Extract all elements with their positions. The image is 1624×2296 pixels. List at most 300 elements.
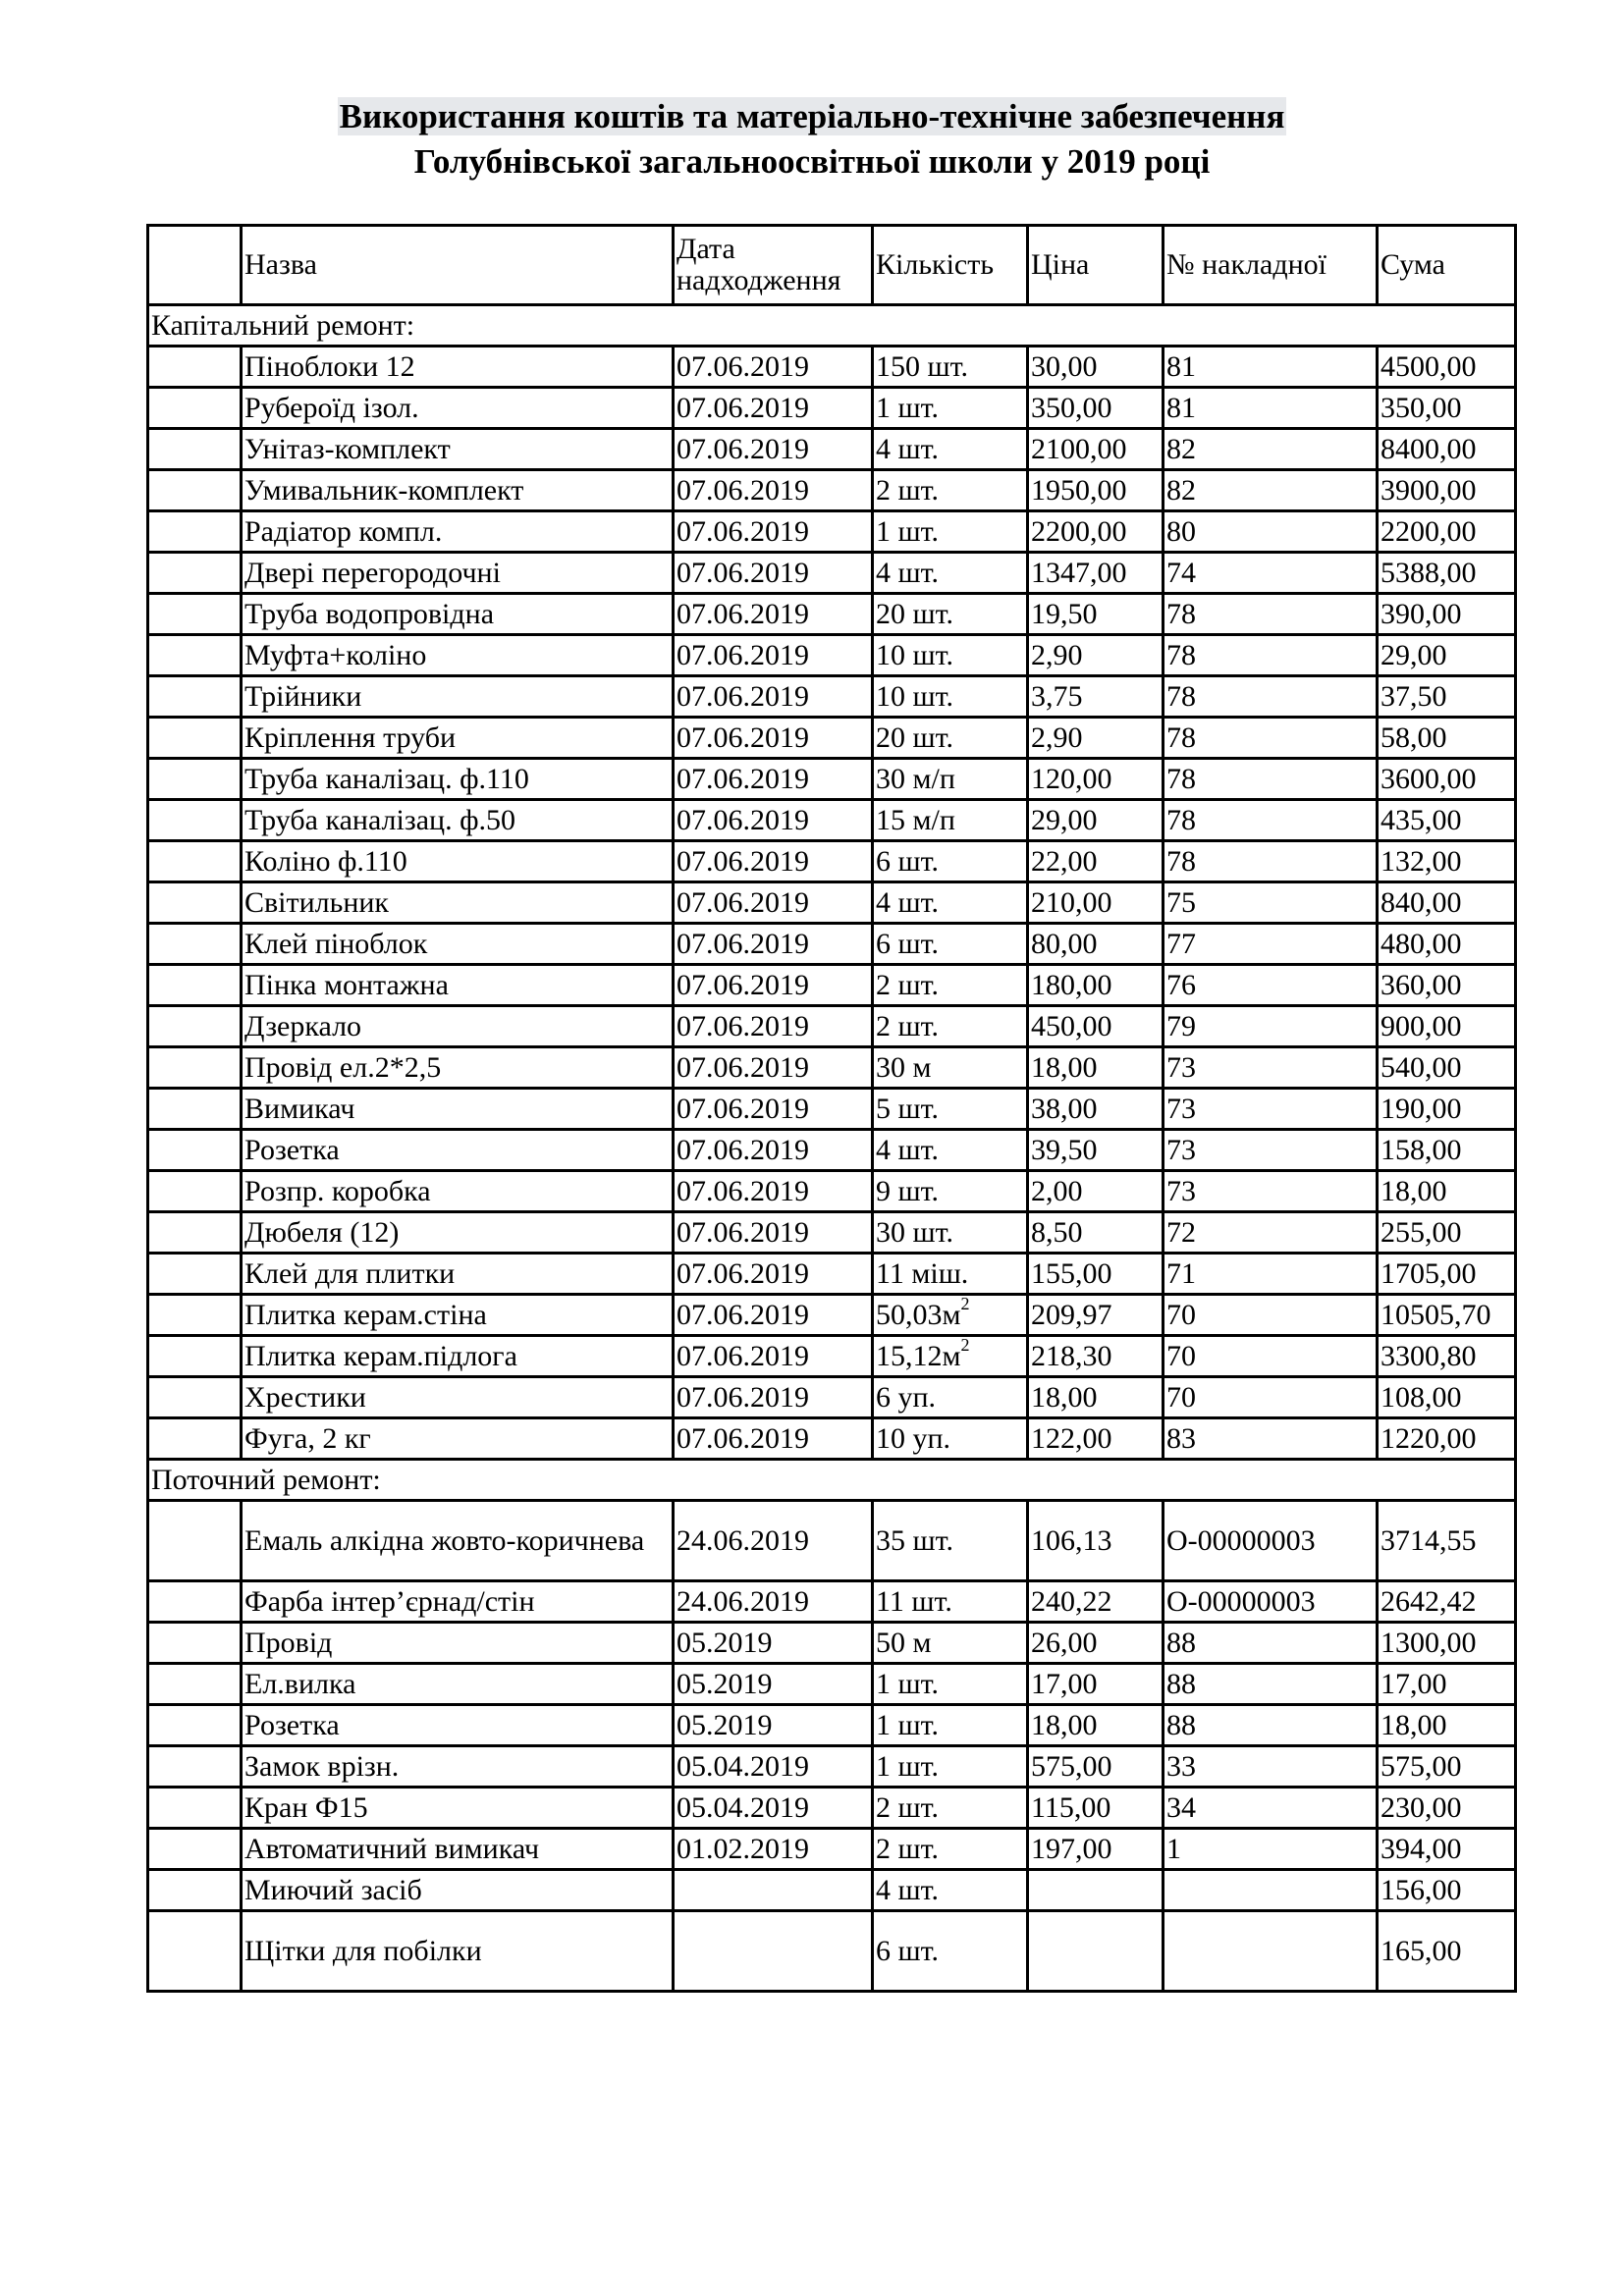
cell-invoice-number (1164, 635, 1378, 676)
cell-quantity (873, 1664, 1028, 1705)
cell-sum-text: 18,00 (1380, 1708, 1447, 1741)
cell-price (1028, 1501, 1164, 1581)
cell-price (1028, 1581, 1164, 1623)
table-header-row (148, 226, 1516, 305)
row-blank-cell (148, 635, 242, 676)
cell-price (1028, 1664, 1164, 1705)
table-row (148, 635, 1516, 676)
cell-quantity-text: 30 м/п (876, 762, 955, 795)
cell-price (1028, 718, 1164, 759)
cell-date-text: 07.06.2019 (677, 1298, 809, 1331)
cell-date-text: 07.06.2019 (677, 679, 809, 713)
cell-price-text: 122,00 (1031, 1421, 1112, 1455)
cell-invoice-number (1164, 1006, 1378, 1047)
cell-quantity-text: 50,03м (876, 1298, 961, 1331)
row-blank-cell (148, 388, 242, 429)
cell-price (1028, 388, 1164, 429)
cell-price (1028, 1418, 1164, 1460)
cell-price-text: 2,00 (1031, 1174, 1083, 1207)
row-blank-cell (148, 553, 242, 594)
cell-quantity-text: 4 шт. (876, 885, 939, 919)
cell-invoice-number (1164, 1788, 1378, 1829)
cell-quantity (873, 1171, 1028, 1212)
header-sum: Сума (1378, 226, 1516, 305)
section-row (148, 1460, 1516, 1501)
cell-name-text: Фуга, 2 кг (244, 1421, 371, 1455)
cell-sum-text: 3900,00 (1380, 473, 1477, 507)
cell-date (674, 882, 873, 924)
table-row (148, 594, 1516, 635)
table-row (148, 1788, 1516, 1829)
header-date: Дата надходження (674, 226, 873, 305)
cell-quantity (873, 1829, 1028, 1870)
cell-invoice-number-text: 88 (1166, 1667, 1196, 1700)
cell-sum (1378, 718, 1516, 759)
cell-price-text: 1347,00 (1031, 556, 1127, 589)
cell-price-text: 240,22 (1031, 1584, 1112, 1618)
cell-name-text: Муфта+коліно (244, 638, 427, 671)
cell-quantity (873, 676, 1028, 718)
cell-price-text: 115,00 (1031, 1790, 1111, 1824)
cell-date-text: 07.06.2019 (677, 1421, 809, 1455)
cell-quantity-text: 2 шт. (876, 1009, 939, 1042)
cell-price (1028, 1377, 1164, 1418)
cell-invoice-number (1164, 1212, 1378, 1254)
table-row (148, 553, 1516, 594)
table-row (148, 800, 1516, 841)
cell-date-text: 07.06.2019 (677, 803, 809, 836)
cell-date-text: 07.06.2019 (677, 927, 809, 960)
cell-name-text: Труба каналізац. ф.110 (244, 762, 529, 795)
cell-sum (1378, 1829, 1516, 1870)
cell-quantity-text: 2 шт. (876, 1832, 939, 1865)
cell-invoice-number-text: 78 (1166, 844, 1196, 878)
cell-quantity-text: 6 уп. (876, 1380, 937, 1414)
row-blank-cell (148, 965, 242, 1006)
cell-name (242, 388, 674, 429)
table-row (148, 1212, 1516, 1254)
cell-name-text: Розетка (244, 1133, 340, 1166)
cell-price (1028, 1089, 1164, 1130)
cell-name-text: Вимикач (244, 1092, 355, 1125)
cell-sum (1378, 1746, 1516, 1788)
cell-date-text: 07.06.2019 (677, 1174, 809, 1207)
cell-invoice-number (1164, 511, 1378, 553)
cell-sum-text: 10505,70 (1380, 1298, 1491, 1331)
cell-invoice-number-text: 74 (1166, 556, 1196, 589)
cell-date (674, 1418, 873, 1460)
cell-price (1028, 1746, 1164, 1788)
cell-date (674, 1829, 873, 1870)
cell-quantity-text: 30 шт. (876, 1215, 953, 1249)
cell-name-text: Провід (244, 1626, 333, 1659)
cell-price-text: 22,00 (1031, 844, 1098, 878)
cell-sum-text: 2642,42 (1380, 1584, 1477, 1618)
cell-name-text: Унітаз-комплект (244, 432, 451, 465)
table-row (148, 1870, 1516, 1911)
cell-invoice-number-text: 81 (1166, 391, 1196, 424)
cell-invoice-number (1164, 841, 1378, 882)
cell-name (242, 1870, 674, 1911)
cell-quantity (873, 1254, 1028, 1295)
row-blank-cell (148, 800, 242, 841)
cell-quantity-text: 20 шт. (876, 597, 953, 630)
cell-invoice-number-text: 72 (1166, 1215, 1196, 1249)
cell-quantity-text: 2 шт. (876, 473, 939, 507)
cell-name-text: Пінка монтажна (244, 968, 449, 1001)
cell-sum (1378, 1006, 1516, 1047)
row-blank-cell (148, 1130, 242, 1171)
cell-invoice-number (1164, 882, 1378, 924)
cell-date-text: 05.04.2019 (677, 1790, 809, 1824)
cell-name-text: Клей піноблок (244, 927, 428, 960)
row-blank-cell (148, 511, 242, 553)
row-blank-cell (148, 1171, 242, 1212)
cell-sum-text: 480,00 (1380, 927, 1462, 960)
row-blank-cell (148, 676, 242, 718)
cell-name (242, 759, 674, 800)
cell-quantity-text: 10 уп. (876, 1421, 951, 1455)
cell-name (242, 1377, 674, 1418)
cell-invoice-number (1164, 759, 1378, 800)
cell-name (242, 1501, 674, 1581)
cell-quantity (873, 1581, 1028, 1623)
cell-date-text: 05.04.2019 (677, 1749, 809, 1783)
cell-invoice-number (1164, 1911, 1378, 1992)
cell-invoice-number-text: 1 (1166, 1832, 1181, 1865)
cell-sum (1378, 1377, 1516, 1418)
cell-name (242, 1418, 674, 1460)
cell-sum-text: 360,00 (1380, 968, 1462, 1001)
cell-date (674, 1377, 873, 1418)
cell-sum (1378, 470, 1516, 511)
cell-price (1028, 553, 1164, 594)
cell-name-text: Провід ел.2*2,5 (244, 1050, 442, 1084)
cell-price-text: 1950,00 (1031, 473, 1127, 507)
document-title (0, 94, 1624, 185)
cell-invoice-number-text: 83 (1166, 1421, 1196, 1455)
cell-date-text: 07.06.2019 (677, 885, 809, 919)
cell-date-text: 07.06.2019 (677, 721, 809, 754)
cell-sum-text: 8400,00 (1380, 432, 1477, 465)
cell-date-text: 07.06.2019 (677, 762, 809, 795)
cell-quantity-text: 30 м (876, 1050, 932, 1084)
cell-name (242, 841, 674, 882)
cell-date (674, 718, 873, 759)
cell-invoice-number (1164, 1623, 1378, 1664)
cell-date (674, 1130, 873, 1171)
cell-date-text: 07.06.2019 (677, 473, 809, 507)
cell-name (242, 470, 674, 511)
row-blank-cell (148, 718, 242, 759)
cell-name (242, 1212, 674, 1254)
cell-date-text: 07.06.2019 (677, 597, 809, 630)
cell-price-text: 18,00 (1031, 1050, 1098, 1084)
cell-quantity (873, 1705, 1028, 1746)
cell-invoice-number (1164, 594, 1378, 635)
cell-quantity (873, 1418, 1028, 1460)
header-quantity: Кількість (873, 226, 1028, 305)
cell-sum-text: 390,00 (1380, 597, 1462, 630)
table-row (148, 718, 1516, 759)
cell-quantity-text: 20 шт. (876, 721, 953, 754)
row-blank-cell (148, 882, 242, 924)
row-blank-cell (148, 759, 242, 800)
cell-name (242, 1705, 674, 1746)
cell-sum-text: 108,00 (1380, 1380, 1462, 1414)
cell-quantity-text: 1 шт. (876, 1708, 939, 1741)
cell-sum (1378, 1418, 1516, 1460)
cell-price-text: 210,00 (1031, 885, 1112, 919)
cell-price-text: 29,00 (1031, 803, 1098, 836)
cell-name (242, 553, 674, 594)
cell-name (242, 1171, 674, 1212)
cell-quantity (873, 1623, 1028, 1664)
cell-name (242, 511, 674, 553)
cell-price (1028, 635, 1164, 676)
cell-sum-text: 132,00 (1380, 844, 1462, 878)
cell-date-text: 07.06.2019 (677, 1380, 809, 1414)
header-invoice-number: № накладної (1164, 226, 1378, 305)
cell-date (674, 1911, 873, 1992)
cell-price (1028, 1336, 1164, 1377)
cell-sum (1378, 1171, 1516, 1212)
table-row (148, 1746, 1516, 1788)
cell-price-text: 38,00 (1031, 1092, 1098, 1125)
cell-quantity-text: 4 шт. (876, 556, 939, 589)
table-row (148, 470, 1516, 511)
cell-invoice-number (1164, 388, 1378, 429)
cell-name-text: Миючий засіб (244, 1873, 422, 1906)
cell-name (242, 1829, 674, 1870)
cell-quantity (873, 388, 1028, 429)
cell-invoice-number-text: 82 (1166, 432, 1196, 465)
row-blank-cell (148, 347, 242, 388)
row-blank-cell (148, 1295, 242, 1336)
cell-invoice-number (1164, 1171, 1378, 1212)
cell-date (674, 553, 873, 594)
cell-invoice-number-text: 78 (1166, 679, 1196, 713)
cell-price (1028, 347, 1164, 388)
table-row (148, 347, 1516, 388)
cell-sum-text: 435,00 (1380, 803, 1462, 836)
cell-price-text: 2,90 (1031, 638, 1083, 671)
cell-sum (1378, 800, 1516, 841)
row-blank-cell (148, 1705, 242, 1746)
cell-name (242, 882, 674, 924)
cell-sum (1378, 1047, 1516, 1089)
cell-quantity (873, 1870, 1028, 1911)
cell-price-text: 26,00 (1031, 1626, 1098, 1659)
cell-sum (1378, 1254, 1516, 1295)
cell-invoice-number-text: 70 (1166, 1380, 1196, 1414)
title-line-2: Голубнівської загальноосвітньої школи у 2019 році (413, 142, 1211, 181)
quantity-unit-superscript: 2 (960, 1294, 970, 1313)
cell-price (1028, 1829, 1164, 1870)
table-row (148, 1664, 1516, 1705)
cell-quantity (873, 1212, 1028, 1254)
cell-quantity (873, 1130, 1028, 1171)
cell-name (242, 1581, 674, 1623)
cell-quantity (873, 800, 1028, 841)
cell-quantity-text: 4 шт. (876, 1133, 939, 1166)
cell-quantity (873, 470, 1028, 511)
row-blank-cell (148, 1501, 242, 1581)
row-blank-cell (148, 1254, 242, 1295)
cell-sum (1378, 1501, 1516, 1581)
table-row (148, 1336, 1516, 1377)
cell-sum (1378, 1664, 1516, 1705)
cell-quantity (873, 1788, 1028, 1829)
cell-price (1028, 1623, 1164, 1664)
cell-date (674, 924, 873, 965)
cell-price-text: 209,97 (1031, 1298, 1112, 1331)
table-row (148, 1829, 1516, 1870)
row-blank-cell (148, 1581, 242, 1623)
cell-price-text: 30,00 (1031, 349, 1098, 383)
row-blank-cell (148, 1829, 242, 1870)
cell-quantity (873, 594, 1028, 635)
cell-quantity-text: 2 шт. (876, 968, 939, 1001)
cell-name (242, 1336, 674, 1377)
cell-quantity (873, 1746, 1028, 1788)
cell-date-text: 24.06.2019 (677, 1523, 809, 1557)
cell-date (674, 470, 873, 511)
cell-sum (1378, 841, 1516, 882)
table-row (148, 1047, 1516, 1089)
cell-quantity-text: 5 шт. (876, 1092, 939, 1125)
cell-price (1028, 1870, 1164, 1911)
cell-date-text: 07.06.2019 (677, 968, 809, 1001)
cell-sum-text: 4500,00 (1380, 349, 1477, 383)
cell-date-text: 07.06.2019 (677, 1050, 809, 1084)
cell-name (242, 1746, 674, 1788)
cell-price (1028, 841, 1164, 882)
cell-sum (1378, 594, 1516, 635)
cell-date (674, 511, 873, 553)
cell-quantity-text: 35 шт. (876, 1523, 953, 1557)
cell-quantity (873, 1006, 1028, 1047)
cell-sum (1378, 347, 1516, 388)
row-blank-cell (148, 1047, 242, 1089)
row-blank-cell (148, 594, 242, 635)
cell-name-text: Емаль алкідна жовто-коричнева (244, 1523, 645, 1557)
cell-sum (1378, 429, 1516, 470)
cell-invoice-number (1164, 1418, 1378, 1460)
cell-invoice-number (1164, 1581, 1378, 1623)
cell-invoice-number (1164, 1705, 1378, 1746)
cell-price-text: 197,00 (1031, 1832, 1112, 1865)
cell-name-text: Хрестики (244, 1380, 366, 1414)
cell-invoice-number (1164, 965, 1378, 1006)
cell-sum (1378, 1295, 1516, 1336)
table-row (148, 676, 1516, 718)
cell-date (674, 841, 873, 882)
cell-invoice-number (1164, 718, 1378, 759)
cell-name (242, 676, 674, 718)
row-blank-cell (148, 1746, 242, 1788)
cell-sum (1378, 1336, 1516, 1377)
cell-sum-text: 3300,80 (1380, 1339, 1477, 1372)
cell-quantity-text: 10 шт. (876, 679, 953, 713)
cell-price (1028, 1911, 1164, 1992)
cell-sum (1378, 1788, 1516, 1829)
cell-sum (1378, 635, 1516, 676)
cell-date-text: 07.06.2019 (677, 1256, 809, 1290)
cell-date (674, 1581, 873, 1623)
cell-name-text: Труба каналізац. ф.50 (244, 803, 516, 836)
cell-price-text: 575,00 (1031, 1749, 1112, 1783)
cell-name-text: Труба водопровідна (244, 597, 495, 630)
cell-name-text: Розпр. коробка (244, 1174, 431, 1207)
cell-date-text: 07.06.2019 (677, 556, 809, 589)
cell-price (1028, 882, 1164, 924)
table-body (148, 305, 1516, 1992)
cell-quantity (873, 1295, 1028, 1336)
cell-sum-text: 165,00 (1380, 1934, 1462, 1967)
cell-date (674, 1788, 873, 1829)
cell-name (242, 1047, 674, 1089)
cell-invoice-number-text: 81 (1166, 349, 1196, 383)
cell-name-text: Дюбеля (12) (244, 1215, 400, 1249)
cell-invoice-number (1164, 470, 1378, 511)
row-blank-cell (148, 1336, 242, 1377)
cell-date-text: 24.06.2019 (677, 1584, 809, 1618)
cell-sum-text: 394,00 (1380, 1832, 1462, 1865)
cell-price-text: 106,13 (1031, 1523, 1112, 1557)
cell-name (242, 429, 674, 470)
cell-date (674, 1705, 873, 1746)
cell-quantity (873, 841, 1028, 882)
table-row (148, 1254, 1516, 1295)
materials-table (146, 224, 1517, 1993)
cell-invoice-number (1164, 1829, 1378, 1870)
cell-sum-text: 1220,00 (1380, 1421, 1477, 1455)
cell-name-text: Замок врізн. (244, 1749, 400, 1783)
cell-invoice-number-text: 70 (1166, 1339, 1196, 1372)
row-blank-cell (148, 1788, 242, 1829)
cell-quantity (873, 924, 1028, 965)
table-row (148, 388, 1516, 429)
table-row (148, 882, 1516, 924)
cell-price (1028, 759, 1164, 800)
quantity-unit-superscript: 2 (960, 1335, 970, 1355)
cell-quantity (873, 882, 1028, 924)
cell-sum-text: 255,00 (1380, 1215, 1462, 1249)
cell-date-text: 07.06.2019 (677, 514, 809, 548)
cell-date (674, 347, 873, 388)
cell-date-text: 01.02.2019 (677, 1832, 809, 1865)
cell-invoice-number-text: 76 (1166, 968, 1196, 1001)
cell-date (674, 800, 873, 841)
cell-price-text: 80,00 (1031, 927, 1098, 960)
cell-quantity (873, 553, 1028, 594)
cell-price-text: 2,90 (1031, 721, 1083, 754)
cell-invoice-number-text: 73 (1166, 1133, 1196, 1166)
cell-sum-text: 230,00 (1380, 1790, 1462, 1824)
cell-name-text: Плитка керам.підлога (244, 1339, 517, 1372)
cell-price (1028, 511, 1164, 553)
cell-date-text: 05.2019 (677, 1667, 773, 1700)
cell-date-text: 07.06.2019 (677, 1215, 809, 1249)
cell-quantity (873, 429, 1028, 470)
cell-sum-text: 156,00 (1380, 1873, 1462, 1906)
cell-price-text: 2100,00 (1031, 432, 1127, 465)
header-price: Ціна (1028, 226, 1164, 305)
cell-date (674, 1623, 873, 1664)
cell-invoice-number (1164, 1501, 1378, 1581)
cell-price-text: 350,00 (1031, 391, 1112, 424)
